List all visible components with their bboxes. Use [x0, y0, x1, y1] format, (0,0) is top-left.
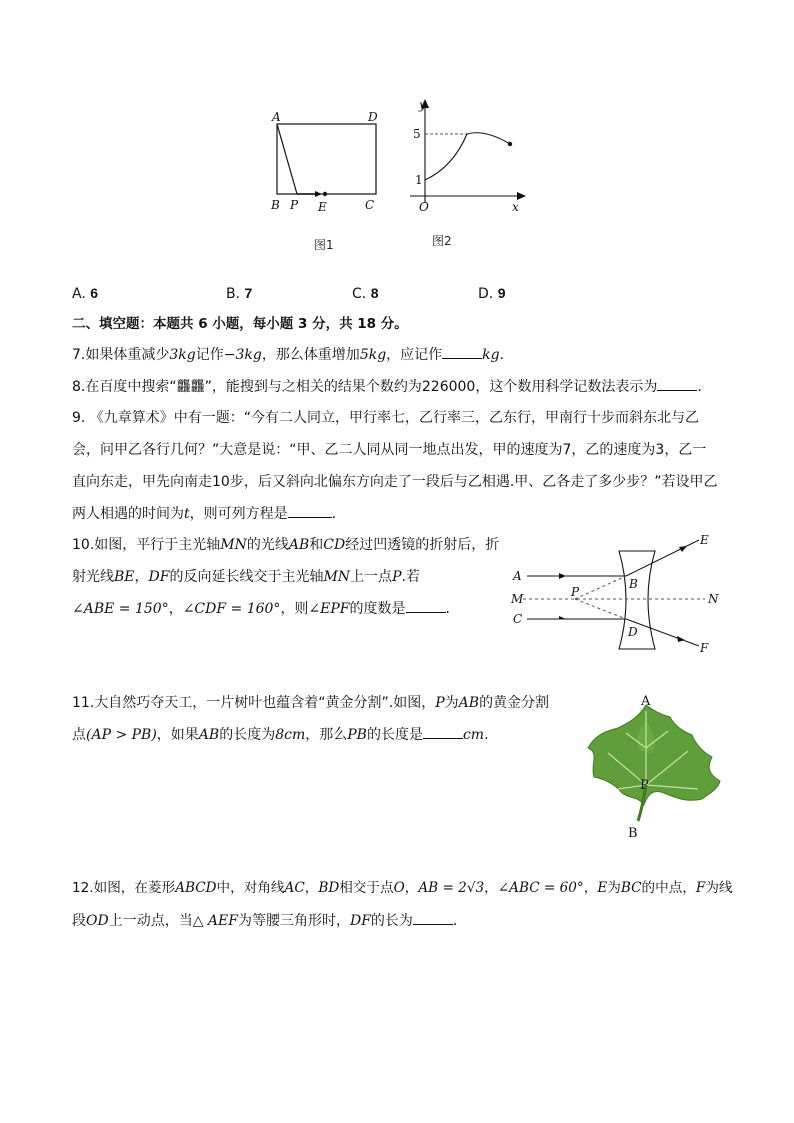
question-10-line-2: 射光线BE，DF的反向延长线交于主光轴MN上一点P.若 — [72, 569, 420, 585]
option-b: B. 7 — [226, 285, 253, 302]
lens-label-m: M — [511, 592, 524, 606]
lens-label-e: E — [700, 533, 709, 547]
leaf-label-a: A — [641, 694, 651, 709]
answer-blank[interactable] — [657, 376, 697, 391]
lens-label-d: D — [628, 625, 638, 639]
fig1-label-c: C — [365, 198, 375, 212]
fig1-label-b: B — [271, 198, 280, 212]
question-8: 8.在百度中搜索“龘龘”，能搜到与之相关的结果个数约为226000，这个数用科学记数法表示为 . — [72, 376, 702, 397]
fig2-label-x: x — [512, 200, 519, 214]
fig2-label-y: y — [419, 98, 426, 112]
fig2-label-one: 1 — [415, 173, 423, 187]
question-9-line-2: 会，问甲乙各行几何？”大意是说：“甲、乙二人同从同一地点出发，甲的速度为7，乙的速度为3，乙一 — [72, 442, 707, 458]
answer-blank[interactable] — [288, 503, 332, 518]
question-9-line-1: 9. 《九章算术》中有一题：“今有二人同立，甲行率七，乙行率三，乙东行，甲南行十步而斜东北与乙 — [72, 410, 700, 426]
fig2-caption: 图2 — [432, 234, 452, 248]
section-title: 二、填空题：本题共 6 小题，每小题 3 分，共 18 分。 — [72, 316, 408, 332]
option-c: C. 8 — [352, 285, 379, 302]
question-7: 7.如果体重减少3kg记作−3kg，那么体重增加5kg，应记作 kg. — [72, 344, 504, 365]
fig1-label-d: D — [368, 110, 378, 124]
fig2-label-o: O — [419, 200, 429, 214]
lens-label-p: P — [571, 585, 580, 599]
answer-blank[interactable] — [442, 344, 482, 359]
answer-blank[interactable] — [423, 724, 463, 739]
fig1-caption: 图1 — [314, 238, 334, 252]
answer-blank[interactable] — [406, 598, 446, 613]
question-9-line-3: 直向东走，甲先向南走10步，后又斜向北偏东方向走了一段后与乙相遇.甲、乙各走了多少步？”若设甲乙 — [72, 474, 718, 490]
lens-label-a: A — [513, 569, 522, 583]
question-12-line-1: 12.如图，在菱形ABCD中，对角线AC，BD相交于点O，AB = 2√3，∠ABC = 60°，E为BC的中点，F为线 — [72, 880, 733, 896]
lens-label-f: F — [700, 641, 709, 655]
question-11-line-1: 11.大自然巧夺天工，一片树叶也蕴含着“黄金分割”.如图，P为AB的黄金分割 — [72, 695, 550, 711]
answer-blank[interactable] — [413, 910, 453, 925]
figure-2-graph — [405, 95, 530, 220]
leaf-label-p: P — [640, 778, 649, 793]
question-11-line-2: 点(AP > PB)，如果AB的长度为8cm，那么PB的长度是 cm. — [72, 724, 489, 745]
figure-1-rectangle — [260, 105, 400, 220]
question-9-line-4: 两人相遇的时间为t，则可列方程是 . — [72, 503, 336, 524]
fig1-label-e: E — [318, 200, 327, 214]
leaf-image — [578, 693, 726, 843]
question-10-line-1: 10.如图，平行于主光轴MN的光线AB和CD经过凹透镜的折射后，折 — [72, 537, 500, 553]
lens-label-b: B — [629, 577, 638, 591]
option-d: D. 9 — [478, 285, 506, 302]
question-12-line-2: 段OD上一动点，当△ AEF为等腰三角形时，DF的长为 . — [72, 910, 457, 931]
lens-label-n: N — [708, 592, 719, 606]
lens-diagram — [505, 530, 730, 660]
leaf-label-b: B — [628, 826, 638, 841]
lens-label-c: C — [513, 612, 523, 626]
question-10-line-3: ∠ABE = 150°，∠CDF = 160°，则∠EPF的度数是 . — [72, 598, 450, 619]
fig1-label-a: A — [272, 110, 281, 124]
option-a: A. 6 — [72, 285, 99, 302]
fig2-label-five: 5 — [413, 127, 421, 141]
fig1-label-p: P — [290, 198, 299, 212]
